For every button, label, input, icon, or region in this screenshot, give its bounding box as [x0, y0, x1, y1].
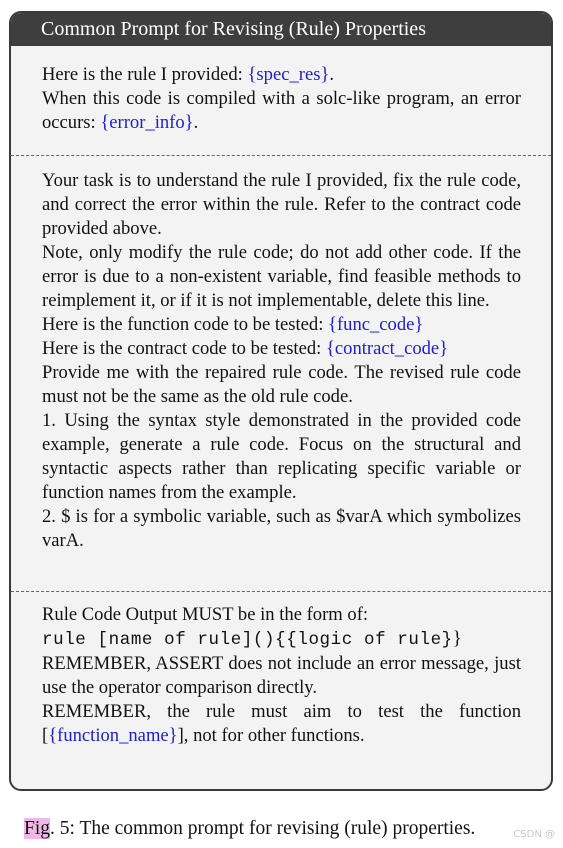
rule-code-template: rule [name of rule](){{logic of rule}} — [42, 628, 462, 650]
contract-code-line: Here is the contract code to be tested: {contract_code} — [42, 338, 449, 359]
repair-paragraph: Provide me with the repaired rule code. The revised rule code must not be the same as the old rule code. — [42, 362, 521, 407]
instruction-1: 1. Using the syntax style demonstrated in the provided code example, generate a rule code. Focus on the structural and syntactic aspects rather than replicating specific variable or function names from the example. — [42, 410, 521, 503]
error-line: When this code is compiled with a solc-like program, an error occurs: {error_info}. — [42, 88, 521, 133]
instruction-2: 2. $ is for a symbolic variable, such as $varA which symbolizes varA. — [42, 506, 521, 551]
section-input — [11, 63, 551, 135]
func-code-placeholder: {func_code} — [328, 314, 424, 335]
function-code-line: Here is the function code to be tested: {func_code} — [42, 314, 424, 335]
output-format-line: Rule Code Output MUST be in the form of: — [42, 604, 369, 625]
prompt-box-title: Common Prompt for Revising (Rule) Properties — [11, 13, 551, 46]
dashed-divider — [11, 155, 551, 156]
spec-res-placeholder: {spec_res} — [247, 64, 330, 85]
remember-assert: REMEMBER, ASSERT does not include an error message, just use the operator comparison directly. — [42, 653, 521, 698]
watermark: CSDN @ — [513, 829, 555, 840]
figure-caption: Fig. 5: The common prompt for revising (rule) properties. — [24, 818, 476, 839]
error-info-placeholder: {error_info} — [100, 112, 194, 133]
fig-label: Fig — [24, 818, 51, 839]
remember-function: REMEMBER, the rule must aim to test the function [{function_name}], not for other functions. — [42, 701, 521, 746]
rule-line: Here is the rule I provided: {spec_res}. — [42, 64, 335, 85]
note-paragraph: Note, only modify the rule code; do not add other code. If the error is due to a non-existent variable, find feasible methods to reimplement it, or if it is not implementable, delete this line. — [42, 242, 521, 311]
section-output — [11, 603, 551, 748]
function-name-placeholder: {function_name} — [48, 725, 178, 746]
task-paragraph: Your task is to understand the rule I provided, fix the rule code, and correct the error within the rule. Refer to the contract code provided above. — [42, 170, 521, 239]
section-task — [11, 169, 551, 553]
prompt-box — [9, 11, 553, 791]
contract-code-placeholder: {contract_code} — [325, 338, 449, 359]
dashed-divider — [11, 591, 551, 592]
